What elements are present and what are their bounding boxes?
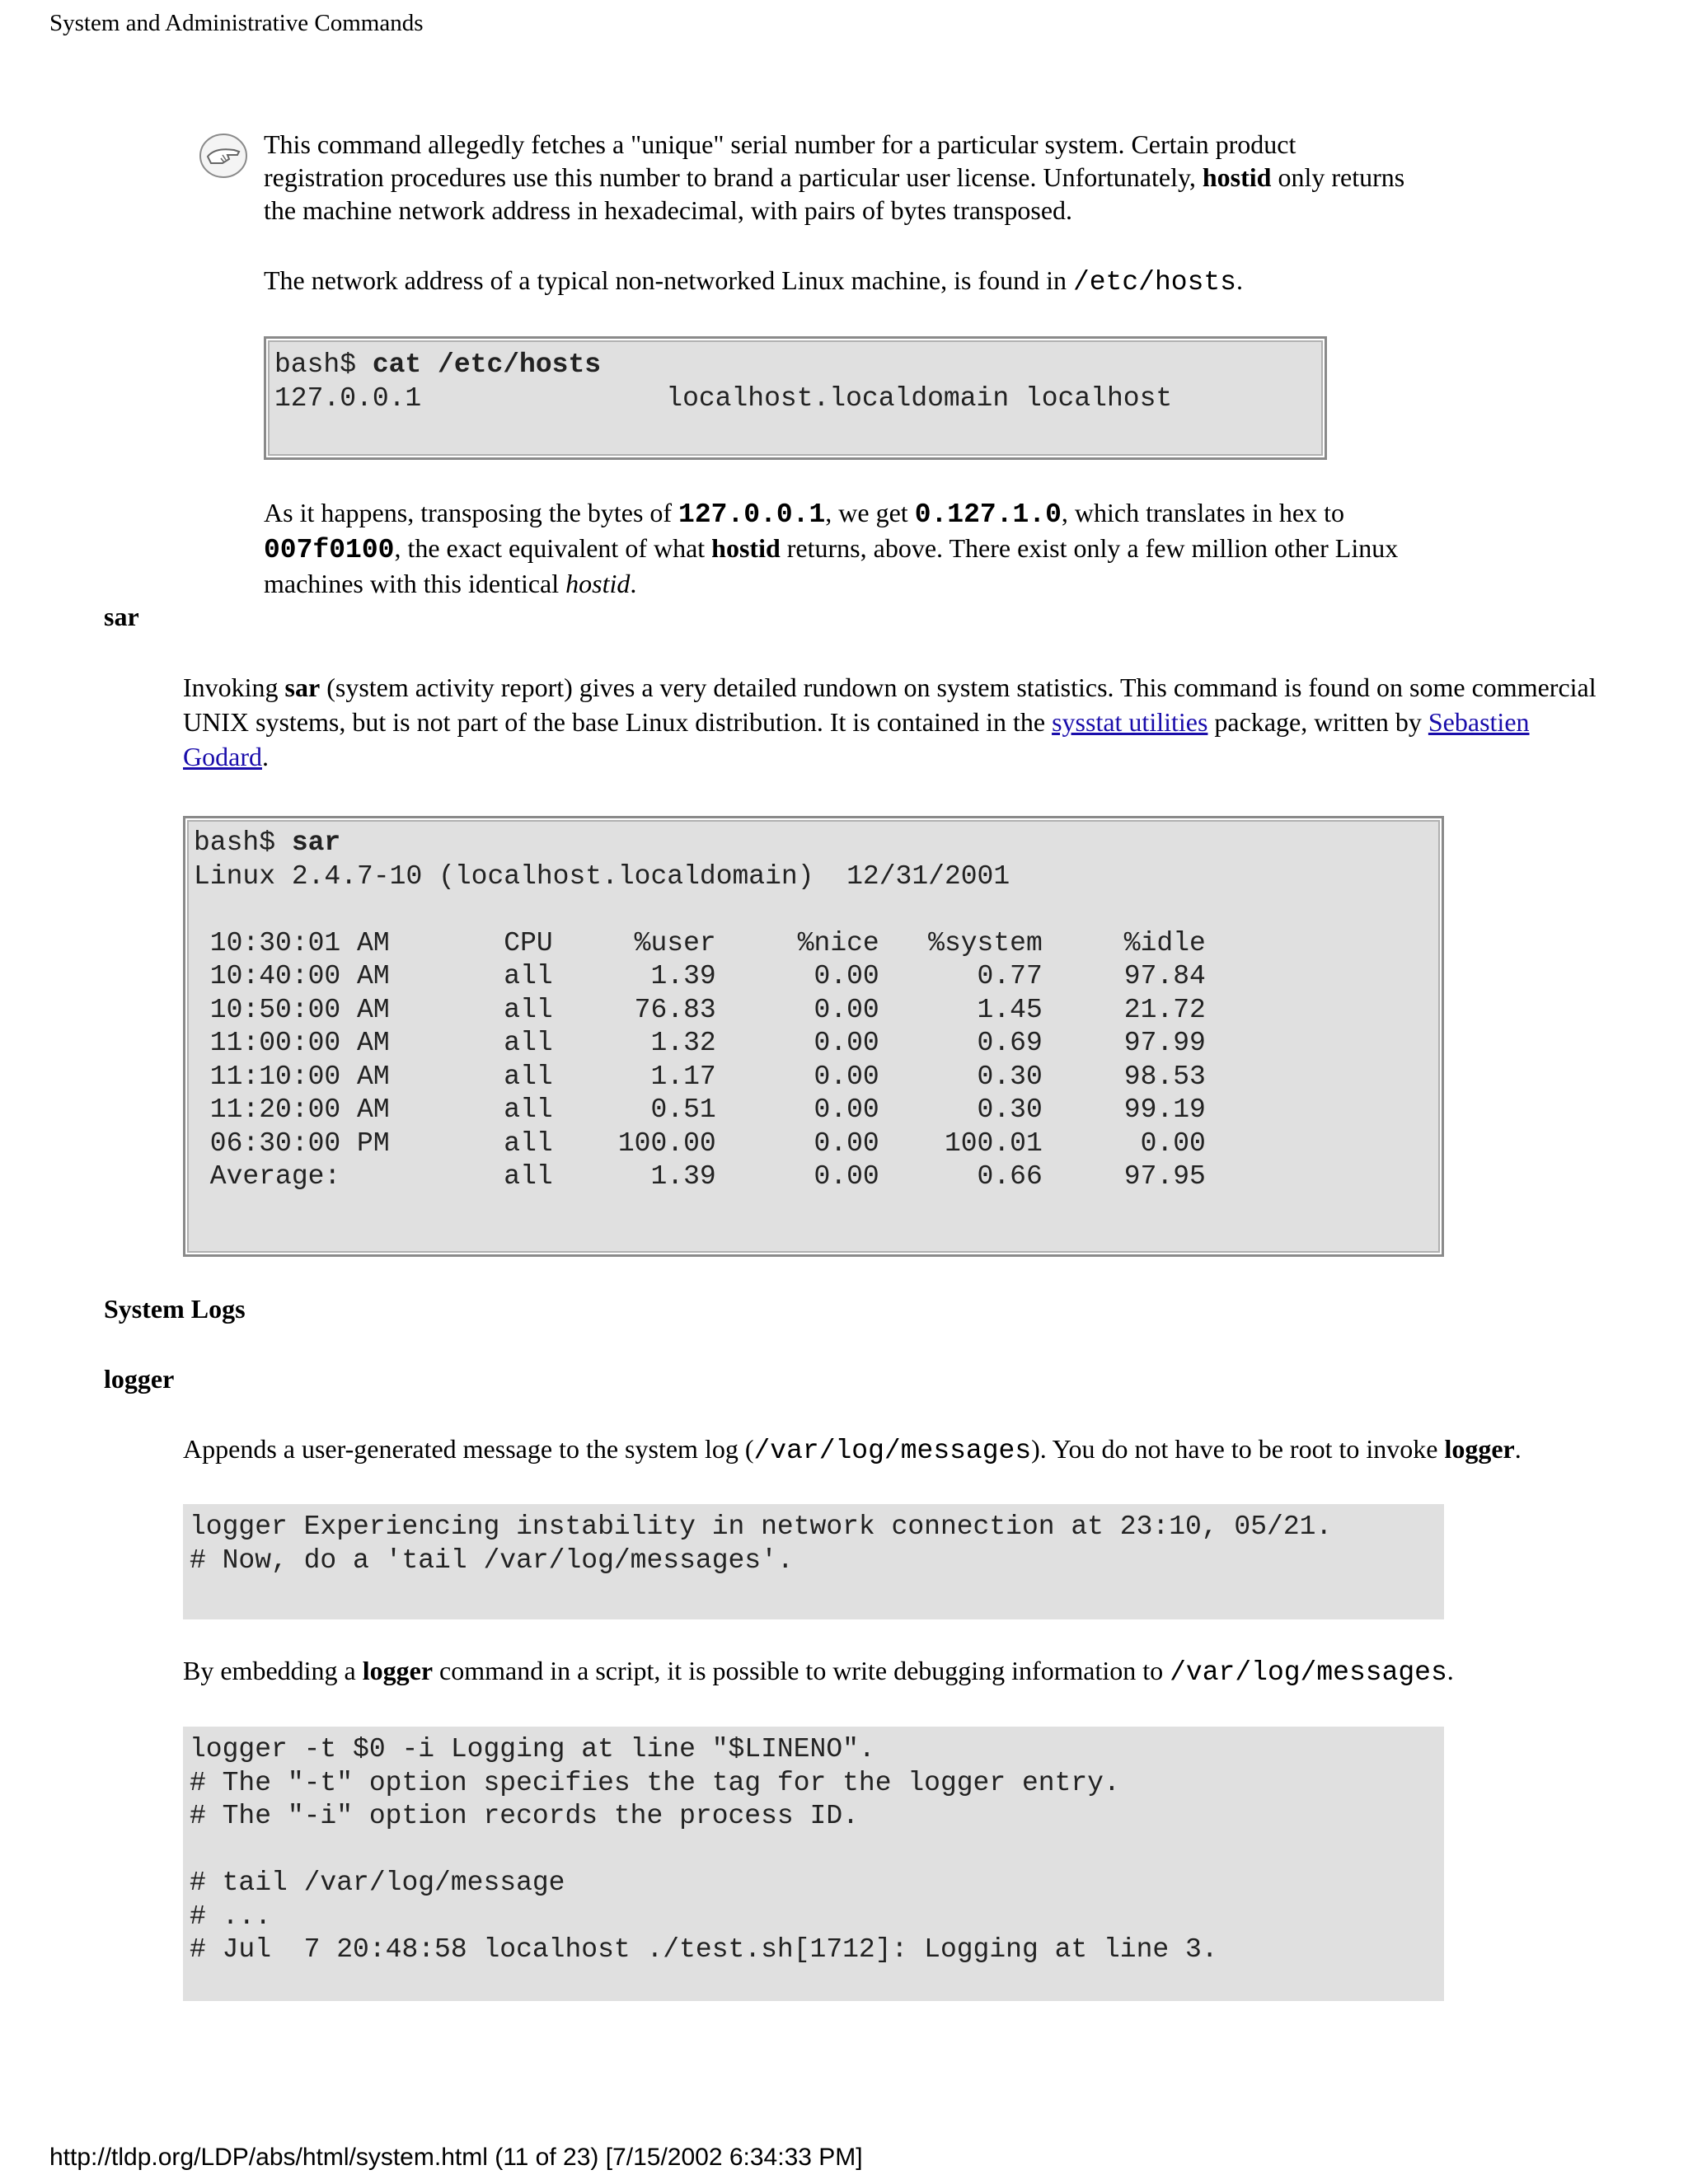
page-footer: http://tldp.org/LDP/abs/html/system.html (11 of 23) [7/15/2002 6:34:33 PM] bbox=[49, 2144, 863, 2171]
logger-paragraph-1 bbox=[183, 1432, 1634, 1468]
text: package, written by bbox=[1207, 707, 1428, 737]
hosts-screen-text bbox=[274, 349, 1325, 415]
text: . bbox=[1447, 1656, 1454, 1685]
command-name: logger bbox=[362, 1656, 434, 1685]
page-header: System and Administrative Commands bbox=[49, 10, 424, 36]
sar-screen-text bbox=[194, 827, 1442, 1194]
system-logs-heading: System Logs bbox=[104, 1294, 246, 1324]
text: By embedding a bbox=[183, 1656, 363, 1685]
logger-term: logger bbox=[104, 1364, 175, 1394]
hosts-screen bbox=[264, 336, 1327, 460]
screen-command: sar bbox=[291, 827, 341, 858]
text: As it happens, transposing the bytes of bbox=[264, 498, 679, 527]
sar-screen bbox=[183, 816, 1444, 1257]
text: . bbox=[1236, 265, 1243, 295]
program-listing: logger -t $0 -i Logging at line "$LINENO". # The "-t" option specifies the tag for the logger entry. # The "-i" option records the process ID. # tail /var/log/message # ... # Jul 7 20:48:58 localhost ./test.sh[1712]: Logging at line 3. bbox=[190, 1734, 1218, 1965]
text: command in a script, it is possible to write debugging information to bbox=[433, 1656, 1170, 1685]
command-name: hostid bbox=[1202, 162, 1272, 192]
sar-paragraph bbox=[183, 670, 1601, 774]
command-name: hostid bbox=[711, 533, 781, 563]
italic-term: hostid bbox=[565, 569, 631, 598]
file-path: /var/log/messages bbox=[753, 1436, 1032, 1466]
logger-example-2 bbox=[183, 1727, 1444, 2001]
screen-output: 127.0.0.1 localhost.localdomain localhost bbox=[274, 382, 1173, 414]
text: . bbox=[261, 742, 269, 771]
text: returns, above. There exist only a few million other Linux machines with this identical bbox=[264, 533, 1399, 598]
text: Invoking bbox=[183, 673, 285, 702]
sysstat-link[interactable]: sysstat utilities bbox=[1052, 707, 1208, 737]
screen-output: Linux 2.4.7-10 (localhost.localdomain) 12/31/2001 10:30:01 AM CPU %user %nice %system %idle 10:40:00 AM all 1.39 0.00 0.77 97.84 10:50:00 AM all 76.83 0.00 1.45 21.72 11:00:00 AM all 1.32 0.00 0.69 97.99 11:10:00 AM all 1.17 0.00 0.30 98.53 11:20:00 AM all 0.51 0.00 0.30 99.19 06:30:00 PM all 100.00 0.00 100.01 0.00 Average: all 1.39 0.00 0.66 97.95 bbox=[194, 860, 1206, 1192]
hosts-paragraph bbox=[264, 264, 1418, 299]
logger-paragraph-2 bbox=[183, 1654, 1634, 1690]
logger-example-1 bbox=[183, 1504, 1444, 1619]
literal: 0.127.1.0 bbox=[914, 499, 1062, 530]
program-listing: logger Experiencing instability in network connection at 23:10, 05/21. # Now, do a 'tail /var/log/messages'. bbox=[190, 1511, 1333, 1576]
text: This command allegedly fetches a "unique" serial number for a particular system. Certain product registration procedures use this number to brand a particular user license. Unfortunately, bbox=[264, 129, 1296, 192]
text: Appends a user-generated message to the system log ( bbox=[183, 1434, 754, 1464]
text: , which translates in hex to bbox=[1061, 498, 1344, 527]
hostid-note-paragraph bbox=[264, 128, 1418, 227]
sebastien-godard-link[interactable]: Sebastien Godard bbox=[183, 707, 1530, 771]
text: (system activity report) gives a very detailed rundown on system statistics. This command is found on some commercial UNIX systems, but is not part of the base Linux distribution. It is contained in the bbox=[183, 673, 1597, 737]
transpose-paragraph bbox=[264, 496, 1418, 600]
sar-term: sar bbox=[104, 602, 139, 631]
command-name: sar bbox=[284, 673, 321, 702]
note-icon bbox=[198, 132, 249, 180]
text: , we get bbox=[825, 498, 915, 527]
text: The network address of a typical non-networked Linux machine, is found in bbox=[264, 265, 1073, 295]
file-path: /etc/hosts bbox=[1072, 267, 1236, 298]
literal: 127.0.0.1 bbox=[678, 499, 826, 530]
screen-command: cat /etc/hosts bbox=[372, 349, 602, 380]
prompt: bash$ bbox=[194, 827, 292, 858]
text: . bbox=[1514, 1434, 1522, 1464]
prompt: bash$ bbox=[274, 349, 373, 380]
literal: 007f0100 bbox=[264, 535, 395, 565]
command-name: logger bbox=[1444, 1434, 1515, 1464]
text: . bbox=[630, 569, 637, 598]
text: ). You do not have to be root to invoke bbox=[1031, 1434, 1445, 1464]
text: , the exact equivalent of what bbox=[394, 533, 712, 563]
text: only returns the machine network address in hexadecimal, with pairs of bytes transposed. bbox=[264, 162, 1405, 225]
file-path: /var/log/messages bbox=[1170, 1657, 1447, 1688]
